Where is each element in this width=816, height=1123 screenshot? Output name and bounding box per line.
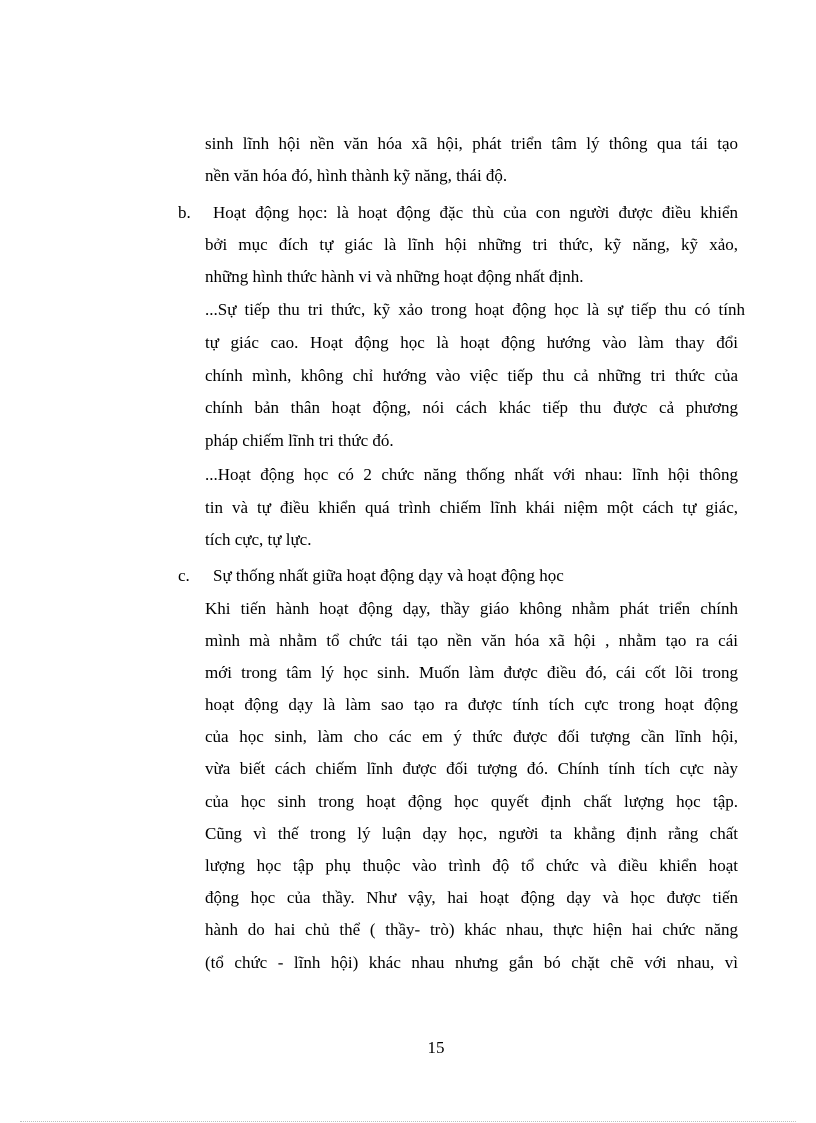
paragraph-line: vừa biết cách chiếm lĩnh được đối tượng đó. Chính tính tích cực này xyxy=(205,759,738,778)
paragraph-line: Khi tiến hành hoạt động dạy, thầy giáo không nhằm phát triển chính xyxy=(205,599,738,618)
paragraph-line: nền văn hóa đó, hình thành kỹ năng, thái độ. xyxy=(205,166,508,185)
paragraph-line: những hình thức hành vi và những hoạt động nhất định. xyxy=(205,267,584,286)
paragraph-line: lượng học tập phụ thuộc vào trình độ tổ chức và điều khiển hoạt xyxy=(205,856,738,875)
paragraph-line: hoạt động dạy là làm sao tạo ra được tính tích cực trong hoạt động xyxy=(205,695,738,714)
paragraph-line: tin và tự điều khiển quá trình chiếm lĩnh khái niệm một cách tự giác, xyxy=(205,498,738,517)
paragraph-line: của học sinh trong hoạt động học quyết định chất lượng học tập. xyxy=(205,792,738,811)
paragraph-line: (tổ chức - lĩnh hội) khác nhau nhưng gắn bó chặt chẽ với nhau, vì xyxy=(205,953,738,972)
list-marker-b: b. xyxy=(178,203,191,222)
paragraph-line: chính bản thân hoạt động, nói cách khác tiếp thu được cả phương xyxy=(205,398,738,417)
section-c-heading: Sự thống nhất giữa hoạt động dạy và hoạt động học xyxy=(213,566,564,585)
paragraph-line: ...Sự tiếp thu tri thức, kỹ xảo trong hoạt động học là sự tiếp thu có tính xyxy=(205,300,745,319)
paragraph-line: ...Hoạt động học có 2 chức năng thống nhất với nhau: lĩnh hội thông xyxy=(205,465,738,484)
page-boundary-divider xyxy=(20,1121,796,1122)
paragraph-line: pháp chiếm lĩnh tri thức đó. xyxy=(205,431,394,450)
paragraph-line: Cũng vì thế trong lý luận dạy học, người ta khẳng định rằng chất xyxy=(205,824,738,843)
paragraph-line: hành do hai chủ thể ( thầy- trò) khác nhau, thực hiện hai chức năng xyxy=(205,920,738,939)
paragraph-line: tự giác cao. Hoạt động học là hoạt động hướng vào làm thay đổi xyxy=(205,333,738,352)
paragraph-line: sinh lĩnh hội nền văn hóa xã hội, phát triển tâm lý thông qua tái tạo xyxy=(205,134,738,153)
paragraph-line: của học sinh, làm cho các em ý thức được đối tượng cần lĩnh hội, xyxy=(205,727,738,746)
paragraph-line: động học của thầy. Như vậy, hai hoạt động dạy và học được tiến xyxy=(205,888,738,907)
paragraph-line: mình mà nhằm tổ chức tái tạo nền văn hóa xã hội , nhằm tạo ra cái xyxy=(205,631,738,650)
paragraph-line: chính mình, không chỉ hướng vào việc tiếp thu cả những tri thức của xyxy=(205,366,738,385)
paragraph-line: mới trong tâm lý học sinh. Muốn làm được điều đó, cái cốt lõi trong xyxy=(205,663,738,682)
page-number: 15 xyxy=(427,1038,445,1057)
paragraph-line: tích cực, tự lực. xyxy=(205,530,312,549)
list-marker-c: c. xyxy=(178,566,190,585)
paragraph-line: bởi mục đích tự giác là lĩnh hội những tri thức, kỹ năng, kỹ xảo, xyxy=(205,235,738,254)
section-b-heading-line: Hoạt động học: là hoạt động đặc thù của con người được điều khiển xyxy=(213,203,738,222)
